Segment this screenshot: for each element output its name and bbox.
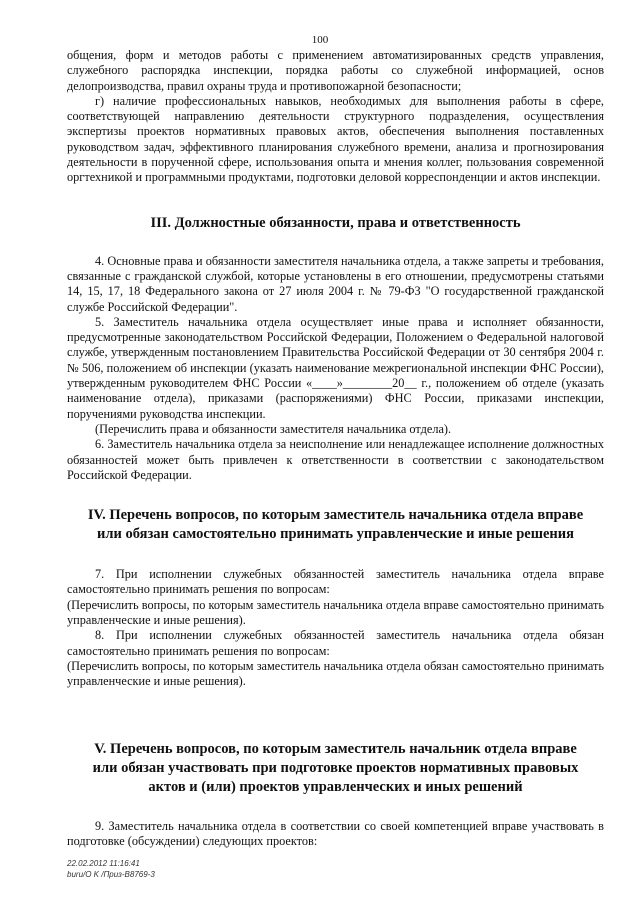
section-heading-3: III. Должностные обязанности, права и ответственность [150, 214, 521, 231]
section-heading-4 [67, 506, 604, 544]
paragraph: общения, форм и методов работы с применением автоматизированных средств управления, служебного распорядка инспекции, порядка работы со служебной информацией, основ делопроизводства, правил охраны труда и противопожарной безопасности; [67, 48, 604, 93]
footer-path: buru/O K /Приз-B8769-3 [67, 870, 155, 879]
paragraph: (Перечислить права и обязанности заместителя начальника отдела). [95, 421, 452, 436]
heading-line: или обязан самостоятельно принимать управленческие и иные решения [97, 526, 574, 543]
paragraph: 8. При исполнении служебных обязанностей заместитель начальника отдела обязан самостоятельно принимать решения по вопросам: [67, 628, 604, 658]
document-body [67, 48, 604, 849]
paragraph: 5. Заместитель начальника отдела осуществляет иные права и исполняет обязанности, предусмотренные законодательством Российской Федерации, Положением о Федеральной налоговой службе, утвержденным постановлением Правительства Российской Федерации от 30 сентября 2004 г. № 506, положением об инспекции (указать наименование межрегиональной инспекции ФНС России), утвержденным руководителем ФНС России «____»________20__ г., положением об отделе (указать наименование отдела), приказами (распоряжениями) ФНС России, приказами инспекции, поручениями руководства инспекции. [67, 314, 604, 421]
paragraph: (Перечислить вопросы, по которым заместитель начальника отдела вправе самостоятельно принимать управленческие и иные решения). [67, 597, 604, 628]
heading-line: актов и (или) проектов управленческих и иных решений [148, 778, 523, 795]
paragraph: 6. Заместитель начальника отдела за неисполнение или ненадлежащее исполнение должностных обязанностей может быть привлечен к ответственности в соответствии с законодательством Российской Федерации. [67, 437, 604, 482]
heading-line: или обязан участвовать при подготовке проектов нормативных правовых [92, 759, 579, 776]
paragraph: г) наличие профессиональных навыков, необходимых для выполнения работы в сфере, соответствующей направлению деятельности структурного подразделения, осуществления экспертизы проектов нормативных правовых актов, обеспечения выполнения поставленных руководством задач, эффективного планирования служебного времени, анализа и прогнозирования деятельности в порученной сфере, использования опыта и мнения коллег, пользования современной оргтехникой и программными продуктами, подготовки деловой корреспонденции и актов инспекции. [67, 93, 604, 185]
heading-line: IV. Перечень вопросов, по которым заместитель начальника отдела вправе [87, 507, 584, 524]
document-footer [67, 858, 155, 880]
paragraph: (Перечислить вопросы, по которым заместитель начальника отдела обязан самостоятельно принимать управленческие и иные решения). [67, 658, 604, 689]
footer-timestamp: 22.02.2012 11:16:41 [67, 859, 140, 868]
paragraph: 9. Заместитель начальника отдела в соответствии со своей компетенцией вправе участвовать в подготовке (обсуждении) следующих проектов: [67, 818, 604, 848]
page-number: 100 [311, 34, 329, 46]
paragraph: 7. При исполнении служебных обязанностей заместитель начальника отдела вправе самостоятельно принимать решения по вопросам: [67, 567, 604, 597]
section-heading-5 [67, 740, 604, 797]
paragraph: 4. Основные права и обязанности заместителя начальника отдела, а также запреты и требования, связанные с гражданской службой, которые установлены в его отношении, предусмотрены статьями 14, 15, 17, 18 Федерального закона от 27 июля 2004 г. № 79-ФЗ "О государственной гражданской службе Российской Федерации". [67, 253, 604, 314]
heading-line: V. Перечень вопросов, по которым заместитель начальник отдела вправе [94, 740, 577, 757]
